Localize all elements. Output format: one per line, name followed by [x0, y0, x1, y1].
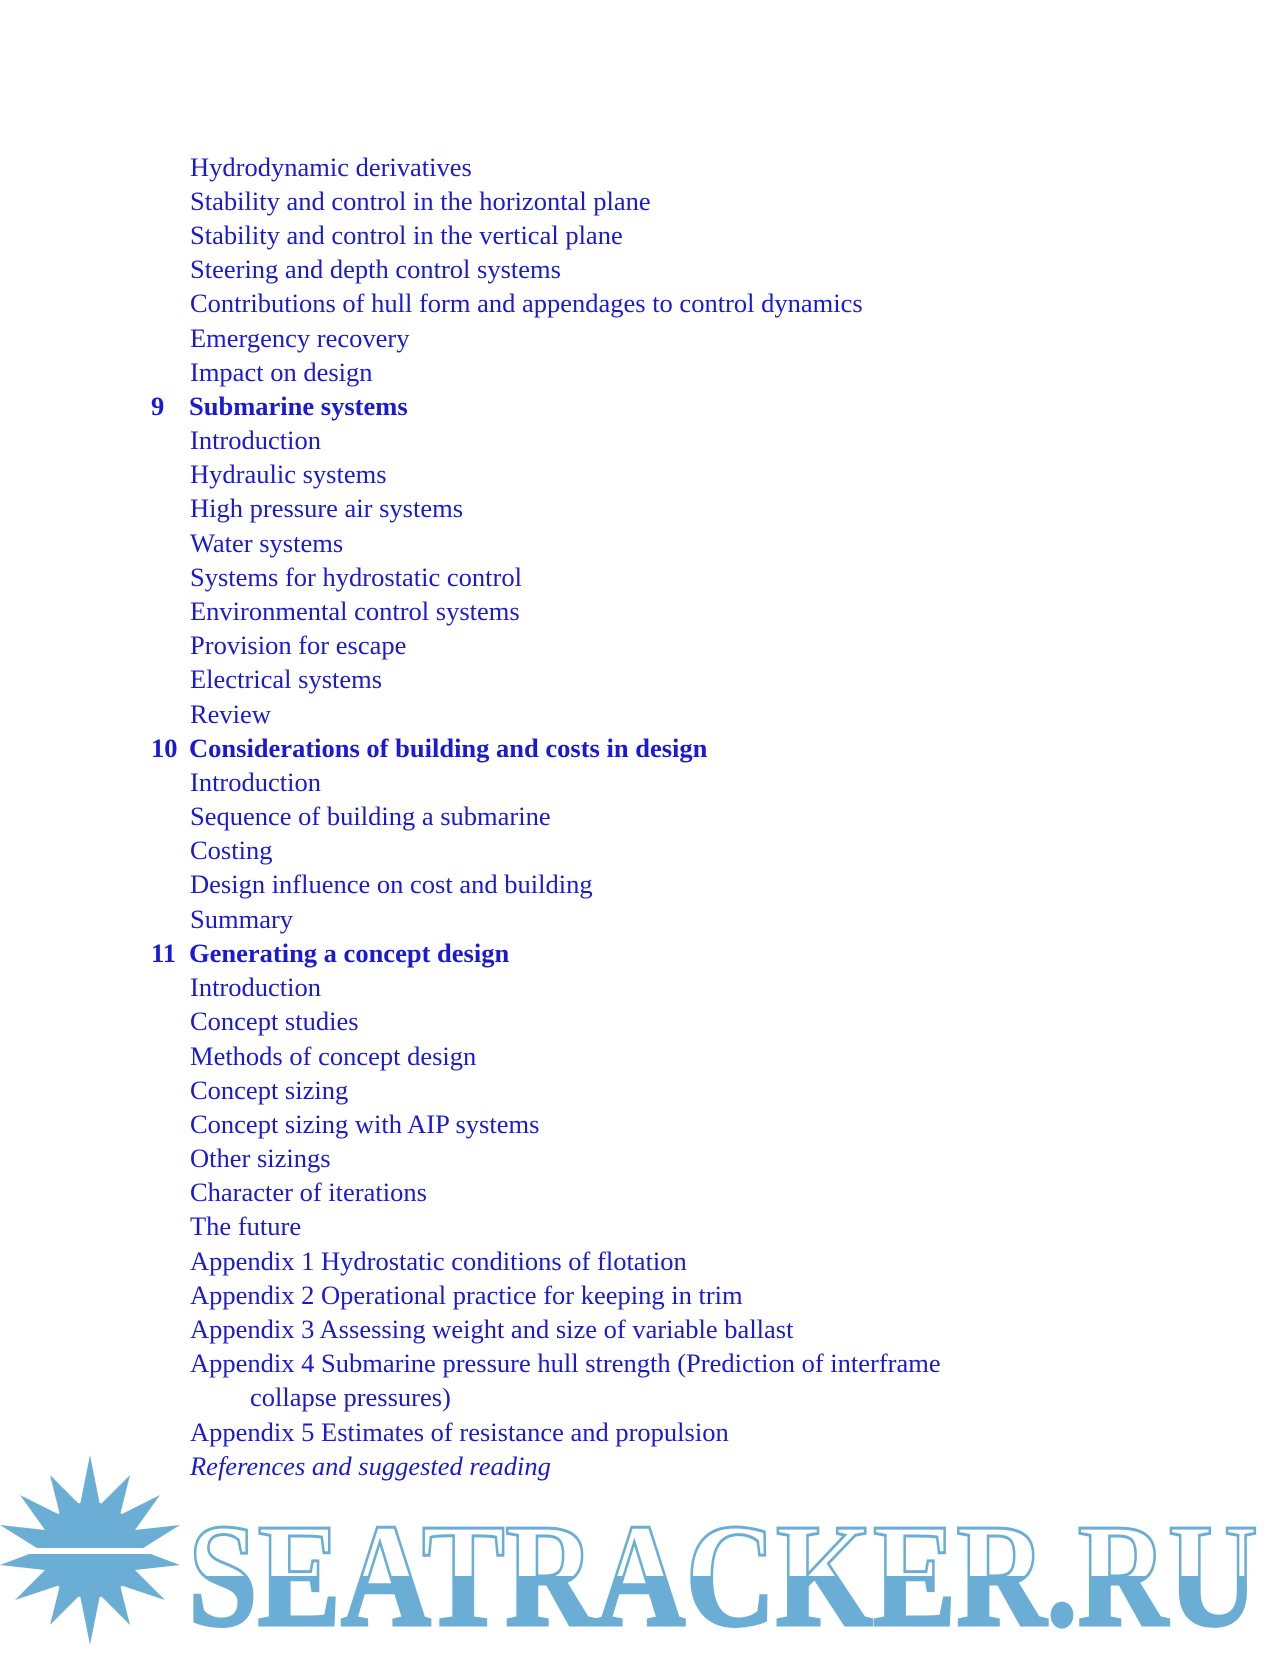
toc-entry[interactable]: Impact on design: [190, 357, 373, 387]
seatracker-watermark: [0, 1455, 1275, 1650]
toc-chapter-9[interactable]: [151, 390, 408, 422]
chapter-title: Considerations of building and costs in design: [189, 733, 708, 763]
toc-entry[interactable]: The future: [190, 1211, 302, 1241]
toc-chapter-11[interactable]: [151, 937, 509, 969]
toc-entry[interactable]: Summary: [190, 904, 294, 934]
toc-appendix[interactable]: Appendix 1 Hydrostatic conditions of flotation: [190, 1246, 687, 1276]
toc-entry[interactable]: Steering and depth control systems: [190, 254, 561, 284]
toc-entry[interactable]: High pressure air systems: [190, 493, 464, 523]
toc-entry[interactable]: Review: [190, 699, 271, 729]
chapter-number: 10: [151, 733, 178, 763]
chapter-title: Submarine systems: [189, 391, 408, 421]
toc-entry[interactable]: Introduction: [190, 767, 321, 797]
toc-appendix[interactable]: Appendix 2 Operational practice for keeping in trim: [190, 1280, 743, 1310]
chapter-number: 9: [151, 391, 165, 421]
toc-entry[interactable]: Introduction: [190, 425, 321, 455]
toc-appendix[interactable]: Appendix 3 Assessing weight and size of variable ballast: [190, 1314, 794, 1344]
toc-appendix-continuation[interactable]: collapse pressures): [250, 1382, 451, 1412]
toc-entry[interactable]: Concept sizing: [190, 1075, 349, 1105]
toc-entry[interactable]: Sequence of building a submarine: [190, 801, 551, 831]
toc-entry[interactable]: Introduction: [190, 972, 321, 1002]
toc-entry[interactable]: Emergency recovery: [190, 323, 410, 353]
toc-entry[interactable]: Costing: [190, 835, 273, 865]
toc-entry[interactable]: Environmental control systems: [190, 596, 520, 626]
chapter-number: 11: [151, 938, 177, 968]
toc-appendix[interactable]: Appendix 4 Submarine pressure hull strength (Prediction of interframe: [190, 1348, 941, 1378]
chapter-title: Generating a concept design: [189, 938, 510, 968]
watermark-text: SEATRACKER.RU: [188, 1494, 1258, 1650]
toc-chapter-10[interactable]: [151, 732, 707, 764]
toc-entry[interactable]: Stability and control in the horizontal plane: [190, 186, 651, 216]
toc-entry[interactable]: Provision for escape: [190, 630, 407, 660]
toc-entry[interactable]: Other sizings: [190, 1143, 331, 1173]
toc-entry[interactable]: Systems for hydrostatic control: [190, 562, 522, 592]
toc-entry[interactable]: Contributions of hull form and appendages to control dynamics: [190, 288, 863, 318]
toc-appendix[interactable]: Appendix 5 Estimates of resistance and propulsion: [190, 1417, 729, 1447]
toc-entry[interactable]: Hydrodynamic derivatives: [190, 152, 472, 182]
toc-entry[interactable]: Character of iterations: [190, 1177, 427, 1207]
toc-references[interactable]: References and suggested reading: [190, 1451, 551, 1481]
toc-entry[interactable]: Stability and control in the vertical plane: [190, 220, 623, 250]
toc-entry[interactable]: Water systems: [190, 528, 344, 558]
toc-entry[interactable]: Concept sizing with AIP systems: [190, 1109, 540, 1139]
toc-entry[interactable]: Electrical systems: [190, 664, 383, 694]
toc-entry[interactable]: Methods of concept design: [190, 1041, 477, 1071]
sun-logo-icon: [0, 1455, 180, 1645]
toc-entry[interactable]: Concept studies: [190, 1006, 359, 1036]
toc-entry[interactable]: Hydraulic systems: [190, 459, 387, 489]
toc-entry[interactable]: Design influence on cost and building: [190, 869, 593, 899]
